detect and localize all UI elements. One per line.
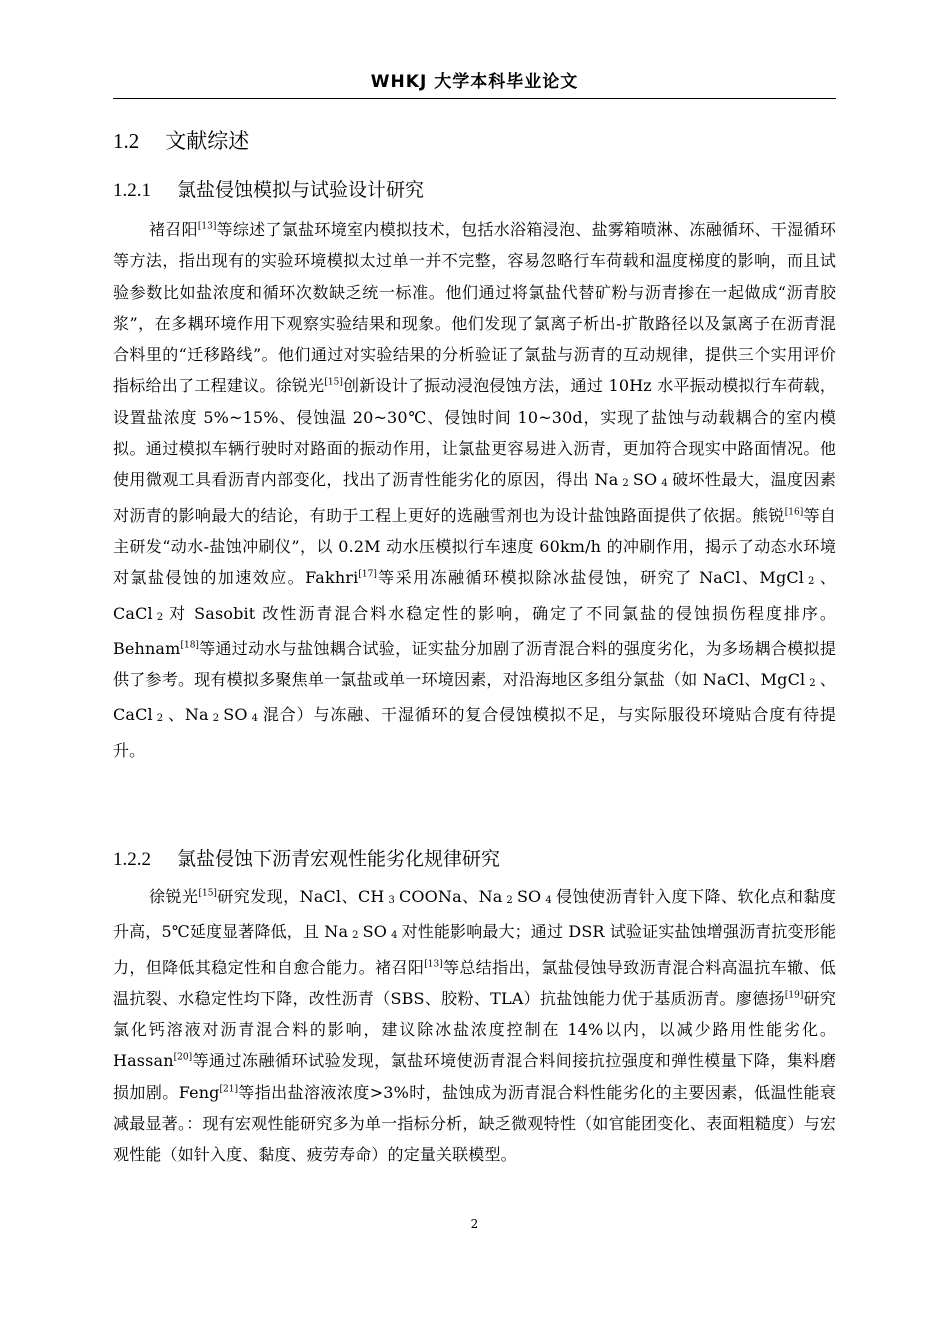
text-run: 褚召阳 bbox=[149, 220, 198, 239]
subscript: 3 bbox=[388, 895, 395, 906]
subscript: 2 bbox=[808, 576, 815, 588]
text-run: 、CaCl bbox=[113, 670, 837, 725]
text-run: SO bbox=[223, 705, 248, 725]
citation: [21] bbox=[219, 1084, 239, 1095]
text-run: SO bbox=[362, 922, 388, 942]
subsection-heading-2 bbox=[113, 845, 500, 874]
page-number: 2 bbox=[470, 1217, 479, 1231]
text-run: SO bbox=[516, 887, 542, 906]
running-header: WHKJ 大学本科毕业论文 bbox=[370, 72, 579, 92]
text-run: 对性能影响最大；通过 DSR 试验证实盐蚀增强沥青抗变形能力，但降低其稳定性和自愈合能力。褚召阳 bbox=[113, 922, 837, 977]
text-run: 侵蚀使沥青针入度下降、软化点和黏度升高，5℃延度显著降低，且 Na bbox=[113, 887, 836, 942]
text-run: 等采用冻融循环模拟除冰盐侵蚀，研究了 NaCl、MgCl bbox=[376, 568, 805, 588]
subscript: 4 bbox=[661, 478, 668, 490]
section-heading bbox=[113, 126, 249, 156]
section-title: 文献综述 bbox=[165, 129, 250, 153]
subsection-title: 氯盐侵蚀模拟与试验设计研究 bbox=[177, 179, 425, 201]
citation: [15] bbox=[198, 888, 217, 899]
citation: [15] bbox=[324, 378, 343, 389]
subscript: 4 bbox=[545, 895, 552, 906]
text-run: 等指出盐溶液浓度>3%时，盐蚀成为沥青混合料性能劣化的主要因素，低温性能衰减最显著。：现有宏观性能研究多为单一指标分析，缺乏微观特性（如官能团变化、表面粗糙度）与宏观性能（如针入度、黏度、疲劳寿命）的定量关联模型。 bbox=[113, 1082, 836, 1165]
subscript: 2 bbox=[622, 478, 629, 490]
text-run: 研究发现，NaCl、CH bbox=[216, 887, 385, 906]
subscript: 2 bbox=[156, 611, 164, 623]
text-run: SO bbox=[632, 470, 658, 490]
citation: [19] bbox=[784, 990, 804, 1001]
subscript: 2 bbox=[809, 678, 816, 690]
text-run: 等通过冻融循环试验发现，氯盐环境使沥青混合料间接抗拉强度和弹性模量下降，集料磨损加剧。Feng bbox=[113, 1051, 836, 1102]
text-run: 等总结指出，氯盐侵蚀导致沥青混合料高温抗车辙、低温抗裂、水稳定性均下降，改性沥青（SBS、胶粉、TLA）抗盐蚀能力优于基质沥青。廖德扬 bbox=[113, 957, 836, 1008]
subscript: 2 bbox=[212, 713, 220, 725]
text-run: 混合）与冻融、干湿循环的复合侵蚀模拟不足，与实际服役环境贴合度有待提升。 bbox=[113, 705, 836, 760]
text-run: 破坏性最大，温度因素对沥青的影响最大的结论，有助于工程上更好的选融雪剂也为设计盐蚀路面提供了依据。熊锐 bbox=[113, 470, 836, 525]
citation: [16] bbox=[784, 507, 804, 518]
citation: [13] bbox=[197, 221, 217, 232]
subsection-title: 氯盐侵蚀下沥青宏观性能劣化规律研究 bbox=[177, 848, 501, 870]
subscript: 4 bbox=[391, 930, 398, 942]
text-run: 、Na bbox=[167, 705, 209, 725]
text-run: 对 Sasobit 改性沥青混合料水稳定性的影响，确定了不同氯盐的侵蚀损伤程度排序。Behnam bbox=[113, 603, 836, 658]
subsection-heading-1 bbox=[113, 176, 424, 205]
subsection-number: 1.2.2 bbox=[113, 849, 151, 870]
citation: [20] bbox=[173, 1053, 193, 1064]
text-run: 创新设计了振动浸泡侵蚀方法，通过 10Hz 水平振动模拟行车荷载，设置盐浓度 5%~15%、侵蚀温 20~30℃、侵蚀时间 10~30d，实现了盐蚀与动载耦合的室内模拟。通过模拟车辆行驶时对路面的振动作用，让氯盐更容易进入沥青，更加符合现实中路面情况。他使用微观工具看沥青内部变化，找出了沥青性能劣化的原因，得出 Na bbox=[113, 376, 836, 490]
citation: [17] bbox=[358, 569, 377, 580]
subsection-number: 1.2.1 bbox=[113, 180, 151, 201]
text-run: 等自主研发“动水-盐蚀冲刷仪”，以 0.2M 动水压模拟行车速度 60km/h 的冲刷作用，揭示了动态水环境对氯盐侵蚀的加速效应。Fakhri bbox=[113, 505, 836, 588]
paragraph-2 bbox=[113, 881, 836, 1171]
text-run: 研究氯化钙溶液对沥青混合料的影响，建议除冰盐浓度控制在 14%以内，以减少路用性能劣化。Hassan bbox=[113, 988, 836, 1071]
citation: [18] bbox=[180, 640, 199, 651]
header-rule bbox=[113, 98, 836, 99]
citation: [13] bbox=[424, 959, 443, 970]
text-run: 徐锐光 bbox=[149, 887, 199, 906]
text-run: 、CaCl bbox=[113, 568, 836, 623]
subscript: 2 bbox=[506, 895, 513, 906]
paragraph-1 bbox=[113, 214, 836, 766]
section-number: 1.2 bbox=[113, 129, 140, 153]
subscript: 2 bbox=[352, 930, 359, 942]
subscript: 4 bbox=[251, 713, 259, 725]
text-run: 等综述了氯盐环境室内模拟技术，包括水浴箱浸泡、盐雾箱喷淋、冻融循环、干湿循环等方法，指出现有的实验环境模拟太过单一并不完整，容易忽略行车荷载和温度梯度的影响，而且试验参数比如盐浓度和循环次数缺乏统一标准。他们通过将氯盐代替矿粉与沥青掺在一起做成“沥青胶浆”，在多耦环境作用下观察实验结果和现象。他们发现了氯离子析出-扩散路径以及氯离子在沥青混合料里的“迁移路线”。他们通过对实验结果的分析验证了氯盐与沥青的互动规律，提供三个实用评价指标给出了工程建议。徐锐光 bbox=[113, 220, 837, 396]
subscript: 2 bbox=[156, 713, 164, 725]
text-run: 等通过动水与盐蚀耦合试验，证实盐分加剧了沥青混合料的强度劣化，为多场耦合模拟提供了参考。现有模拟多聚焦单一氯盐或单一环境因素，对沿海地区多组分氯盐（如 NaCl、MgCl bbox=[113, 638, 836, 690]
text-run: COONa、Na bbox=[399, 887, 503, 906]
